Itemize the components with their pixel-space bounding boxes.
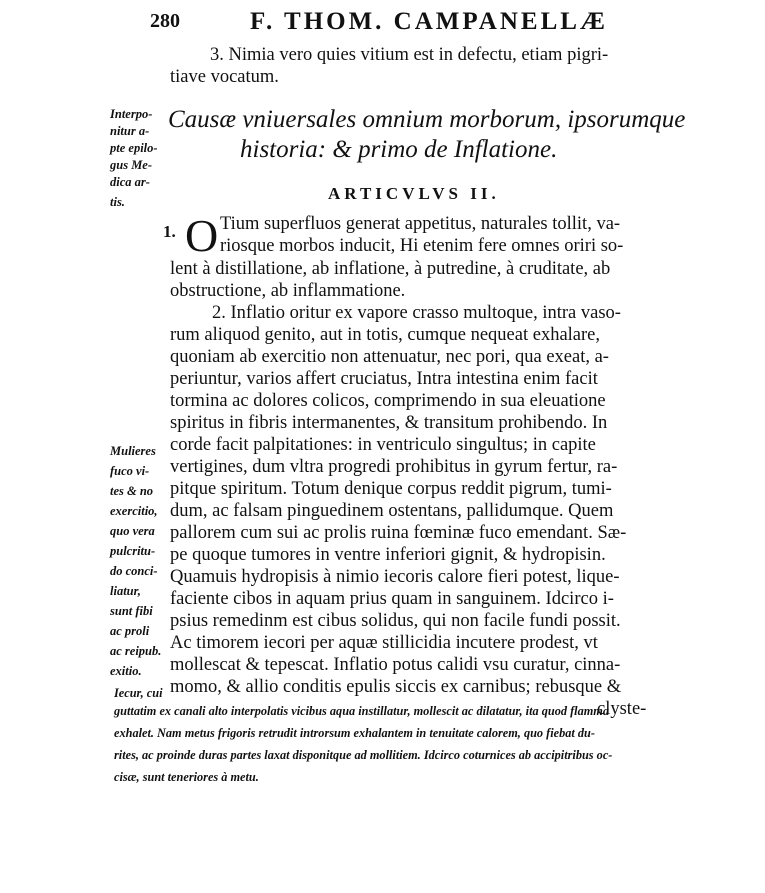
margin-line: gus Me- (110, 158, 153, 172)
footnote-line: rites, ac proinde duras partes laxat disponitque ad mollitiem. Idcirco coturnices ab accipitribus oc- (114, 748, 613, 762)
catchword: clyste- (597, 699, 647, 719)
text-line: corde facit palpitationes: in ventriculo singultus; in capite (170, 435, 596, 455)
running-header (150, 8, 710, 36)
margin-line: dica ar- (110, 175, 150, 189)
text-line: riosque morbos inducit, Hi etenim fere omnes oriri so- (220, 236, 624, 256)
margin-line: exercitio, (110, 504, 158, 518)
text-line: quoniam ab exercitio non attenuatur, nec pori, qua exeat, a- (170, 347, 609, 367)
text-line: pallorem cum sui ac prolis ruina fœminæ fuco emendant. Sæ- (170, 523, 627, 543)
text-line: tiave vocatum. (170, 67, 279, 87)
margin-line: pulcritu- (110, 544, 156, 558)
footnote-line: cisæ, sunt teneriores à metu. (114, 770, 259, 784)
margin-line: liatur, (110, 584, 141, 598)
margin-line: exitio. (110, 664, 142, 678)
text-line: rum aliquod genito, aut in totis, cumque nequeat exhalare, (170, 325, 600, 345)
text-line: obstructione, ab inflammatione. (170, 281, 406, 301)
text-line: spiritus in fibris intermanentes, & transitum prohibendo. In (170, 413, 608, 433)
margin-line: quo vera (110, 524, 155, 538)
margin-line: pte epilo- (110, 141, 158, 155)
margin-line: Mulieres (110, 444, 156, 458)
text-line: lent à distillatione, ab inflatione, à putredine, à cruditate, ab (170, 259, 611, 279)
margin-line: fuco vi- (110, 464, 150, 478)
paragraph-number: 1. (163, 222, 176, 241)
margin-line: ac reipub. (110, 644, 162, 658)
margin-line: tes & no (110, 484, 154, 498)
running-head: F. THOM. CAMPANELLÆ (250, 8, 608, 35)
margin-line: tis. (110, 195, 125, 209)
page-number: 280 (150, 10, 180, 32)
footnote-line: exhalet. Nam metus frigoris retrudit introrsum exhalantem in tenuitate calorem, quo fiebat du- (114, 726, 595, 740)
drop-cap: O (185, 210, 219, 261)
text-line: momo, & allio conditis epulis siccis ex carnibus; rebusque & (170, 677, 622, 697)
text-line: pitque spiritum. Totum denique corpus reddit pigrum, tumi- (170, 479, 612, 499)
text-line: psius remedinm est cibus solidus, qui non facile fundi possit. (170, 611, 621, 631)
margin-line: nitur a- (110, 124, 150, 138)
article-title: ARTICVLVS II. (328, 184, 500, 203)
text-line: faciente cibos in aquam prius quam in sanguinem. Idcirco i- (170, 589, 614, 609)
footnote-line: guttatim ex canali alto interpolatis vicibus aqua instillatur, mollescit ac dilatatur, ita quod flamma (114, 704, 610, 718)
text-line: pe quoque tumores in ventre inferiori gignit, & hydropisin. (170, 545, 606, 565)
text-line: Quamuis hydropisis à nimio iecoris calore fieri potest, lique- (170, 567, 620, 587)
text-line: Tium superfluos generat appetitus, naturales tollit, va- (220, 214, 621, 234)
text-line: mollescat & tepescat. Inflatio potus calidi vsu curatur, cinna- (170, 655, 621, 675)
text-line: vertigines, dum vltra progredi prohibitus in gyrum fertur, ra- (170, 457, 618, 477)
margin-line: sunt fibi (110, 604, 153, 618)
margin-line: Interpo- (110, 107, 153, 121)
heading-line: Causæ vniuersales omnium morborum, ipsorumque (168, 106, 686, 133)
text-line: tormina ac dolores colicos, comprimendo in sua eleuatione (170, 391, 606, 411)
text-line: Ac timorem iecori per aquæ stillicidia incutere prodest, vt (170, 633, 598, 653)
margin-line: ac proli (110, 624, 150, 638)
text-line: 2. Inflatio oritur ex vapore crasso multoque, intra vaso- (212, 303, 621, 323)
text-line: periuntur, varios affert cruciatus, Intra intestina enim facit (170, 369, 598, 389)
footnote-lead: Iecur, cui (114, 686, 163, 700)
heading-line: historia: & primo de Inflatione. (240, 136, 558, 163)
text-line: dum, ac falsam pinguedinem ostentans, pallidumque. Quem (170, 501, 614, 521)
margin-line: do conci- (110, 564, 158, 578)
text-line: 3. Nimia vero quies vitium est in defectu, etiam pigri- (210, 45, 609, 65)
